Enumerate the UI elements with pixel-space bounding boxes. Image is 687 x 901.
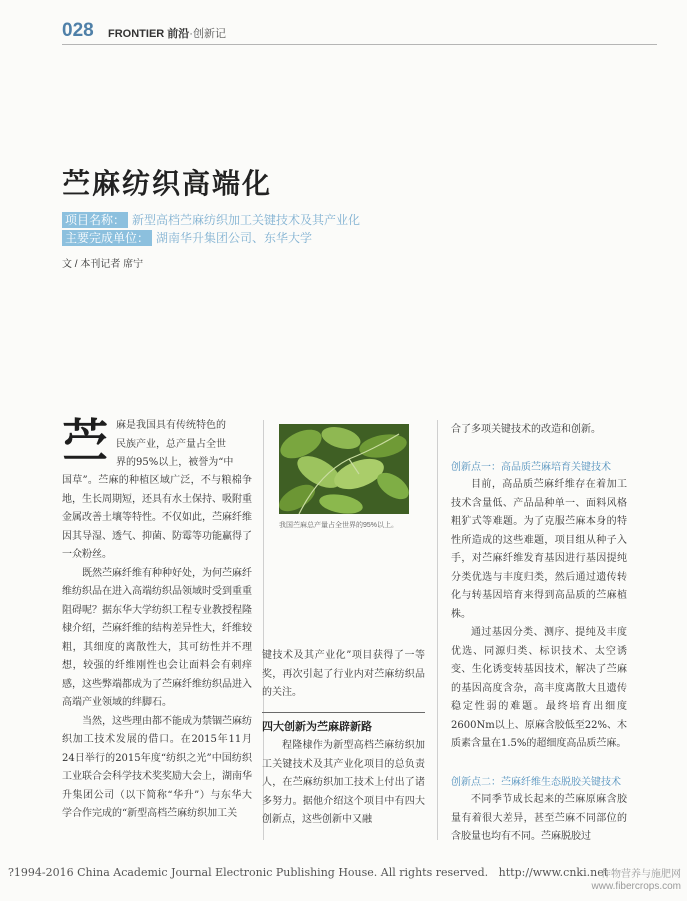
paragraph: 国草”。苎麻的种植区域广泛，不与粮棉争地，生长周期短，还具有水土保持、吸附重金属改善土壤等特性。不仅如此，苎麻纤维因其导湿、透气、抑菌、防霉等功能赢得了一众粉丝。: [62, 475, 252, 560]
section-header: [108, 25, 226, 41]
ramie-plant-photo: [279, 424, 409, 514]
paragraph: 既然苎麻纤维有种种好处，为何苎麻纤维纺织品在进入高端纺织品领域时受到重重阻碍呢？据东华大学纺织工程专业教授程隆棣介绍，苎麻纤维的结构差异性大，纤维较粗，其细度的离散性大，其可纺性并不理想，较强的纤维刚性也会让面料会有刺痒感，这些弊端都成为了苎麻纤维纺织品进入高端产业领域的绊脚石。: [62, 567, 252, 708]
dropcap-line: 民族产业，总产量占全世: [116, 438, 226, 450]
innovation-heading-1: 创新点一：高品质苎麻培育关键技术: [451, 462, 611, 473]
drop-cap: 苎: [62, 414, 108, 468]
dropcap-line: 界的95%以上，被誉为“中: [116, 457, 234, 468]
paragraph: 当然，这些理由都不能成为禁锢苎麻纺织加工技术发展的借口。在2015年11月24日举行的2015年度“纺织之光”中国纺织工业联合会科学技术奖奖励大会上，湖南华升集团公司（以下简称“华升”）与东华大学合作完成的“新型高档苎麻纺织加工关: [62, 715, 252, 819]
org-value: 湖南华升集团公司、东华大学: [156, 231, 313, 245]
header-divider: [62, 44, 657, 45]
section-main: 前沿: [167, 28, 190, 40]
copyright-footer: [0, 866, 687, 879]
footer-url[interactable]: http://www.cnki.net: [498, 866, 609, 879]
project-value: 新型高档苎麻纺织加工关键技术及其产业化: [132, 213, 361, 227]
column-3: [451, 421, 627, 440]
dropcap-line: 麻是我国具有传统特色的: [116, 420, 226, 431]
magazine-name: FRONTIER: [108, 28, 165, 40]
article-title: 苎麻纺织高端化: [62, 167, 273, 200]
org-label: 主要完成单位：: [62, 230, 152, 246]
byline: 文 / 本刊记者 席宁: [62, 259, 144, 270]
column-2-text-lower: [262, 737, 425, 830]
watermark: [592, 869, 681, 893]
watermark-line: 作物营养与施肥网: [601, 869, 681, 880]
col1-dropcap-lines: [116, 417, 253, 473]
project-label: 项目名称：: [62, 212, 128, 228]
section-sub: 创新记: [192, 28, 226, 40]
section-heading: 四大创新为苎麻辟新路: [262, 712, 425, 734]
innovation-heading-2: 创新点二：苎麻纤维生态脱胶关键技术: [451, 777, 621, 788]
column-divider: [437, 420, 438, 840]
project-name-row: [62, 211, 360, 228]
column-3-block-2: [451, 791, 627, 847]
paragraph: 合了多项关键技术的改造和创新。: [451, 424, 601, 435]
paragraph: 通过基因分类、测序、提纯及丰度优选、同源归类、标识技术、太空诱变、生化诱变转基因技术，解决了苎麻的基因高度含杂，高丰度离散大且遗传稳定性弱的难题。最终培育出细度2600Nm以上、原麻含胶低至22%、木质素含量在1.5%的超细度高品质苎麻。: [451, 627, 627, 749]
org-row: [62, 229, 312, 246]
paragraph: 不同季节成长起来的苎麻原麻含胶量有着很大差异，甚至苎麻不同部位的含胶量也均有不同。苎麻脱胶过: [451, 794, 627, 842]
photo-caption: 我国苎麻总产量占全世界的95%以上。: [279, 522, 399, 529]
paragraph: 键技术及其产业化”项目获得了一等奖，再次引起了行业内对苎麻纺织品的关注。: [262, 650, 425, 698]
column-3-block-1: [451, 476, 627, 754]
column-1: [62, 472, 252, 824]
leaf-image-icon: [279, 424, 409, 514]
paragraph: 目前，高品质苎麻纤维存在着加工技术含量低、产品品种单一、面料风格粗犷式等难题。为了克服苎麻本身的特性所造成的这些难题，项目组从种子入手，对苎麻纤维发育基因进行基因提纯分类优选与丰度归类，然后通过遗传转化与转基因培育来得到高品质的苎麻植株。: [451, 479, 627, 620]
copyright-text: ?1994-2016 China Academic Journal Electronic Publishing House. All rights reserved.: [8, 866, 489, 879]
paragraph: 程隆棣作为新型高档苎麻纺织加工关键技术及其产业化项目的总负责人，在苎麻纺织加工技术上付出了诸多努力。据他介绍这个项目中有四大创新点，这些创新中又融: [262, 740, 425, 825]
section-dot: ·: [189, 28, 193, 40]
watermark-line: www.fibercrops.com: [591, 881, 681, 892]
page-number: 028: [62, 20, 94, 41]
column-2-text: [262, 647, 425, 703]
